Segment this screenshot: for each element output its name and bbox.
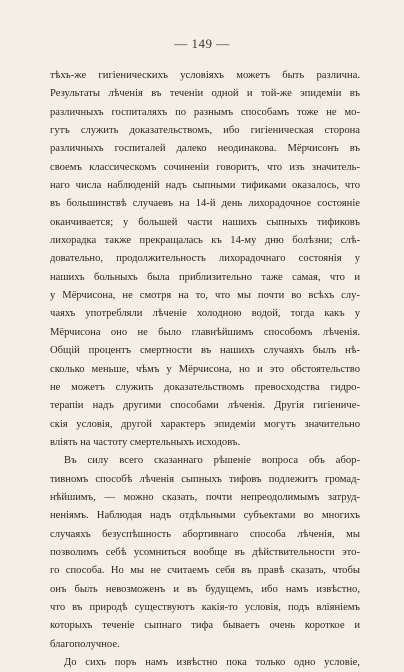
- text-line: терапіи надъ другими способами лѣченія. Другія гигіениче-: [50, 400, 360, 412]
- text-line: вліять на частоту смертельныхъ исходовъ.: [50, 436, 241, 448]
- text-line: Общій процентъ смертности въ нашихъ случаяхъ былъ нѣ-: [50, 345, 360, 357]
- text-line: довательно, продолжительность лихорадочнаго состоянія у: [50, 253, 360, 265]
- text-line: которыхъ теченіе сыпнаго тифа бываетъ очень короткое и: [50, 620, 360, 632]
- text-line: оканчивается; у большей части нашихъ сыпныхъ тификовъ: [50, 216, 360, 228]
- text-line: случаяхъ безуспѣшность абортивнаго способа лѣченія, мы: [50, 528, 360, 540]
- text-line: что въ природѣ существуютъ какія-то условія, подъ вліяніемъ: [50, 601, 360, 613]
- text-line: въ большинствѣ случаевъ на 14-й день лихорадочное состояніе: [50, 198, 360, 210]
- text-line: различныхъ госпиталяхъ по разнымъ способамъ тоже не мо-: [50, 106, 360, 118]
- page-number: — 149 —: [174, 36, 230, 51]
- text-line: сколько меньше, чѣмъ у Мёрчисона, но и это обстоятельство: [50, 363, 360, 375]
- text-line: Результаты лѣченія въ теченіи одной и той-же эпидеміи въ: [50, 88, 360, 100]
- text-line: гутъ служить доказательствомъ, ибо гигіеническая сторона: [50, 125, 360, 137]
- text-line: Въ силу всего сказаннаго рѣшеніе вопроса объ абор-: [64, 455, 360, 467]
- text-line: позволимъ себѣ усомниться вообще въ дѣйствительности это-: [50, 546, 360, 558]
- text-line: скія условія, другой характеръ эпидеміи могутъ значительно: [50, 418, 360, 430]
- text-line: До сихъ поръ намъ извѣстно пока только одно условіе,: [64, 657, 360, 668]
- text-line: тѣхъ-же гигіеническихъ условіяхъ можетъ быть различна.: [50, 70, 360, 81]
- text-line: не можетъ служить доказательствомъ превосходства гидро-: [50, 381, 360, 393]
- text-line: нѣйшимъ, — можно сказать, почти непреодолимымъ затруд-: [50, 491, 360, 503]
- text-line: у Мёрчисона, не смотря на то, что мы почти во всѣхъ слу-: [50, 290, 360, 302]
- text-line: различныхъ госпиталей далеко неодинакова. Мёрчисонъ въ: [50, 143, 360, 155]
- text-line: тивномъ способѣ лѣченія сыпныхъ тифовъ подлежитъ громад-: [50, 473, 360, 485]
- text-line: го способа. Но мы не считаемъ себя въ правѣ сказать, чтобы: [50, 565, 360, 577]
- body-text: [50, 67, 360, 672]
- text-line: нашихъ больныхъ была приблизительно таже самая, что и: [50, 271, 360, 283]
- text-line: онъ былъ невозможенъ и въ будущемъ, ибо намъ извѣстно,: [50, 583, 360, 595]
- text-line: чаяхъ употребляли лѣченіе холодною водой, тогда какъ у: [50, 308, 360, 320]
- text-line: благополучное.: [50, 638, 120, 650]
- text-line: лихорадка также прекращалась къ 14-му дню болѣзни; слѣ-: [50, 235, 360, 247]
- text-line: своемъ классическомъ сочиненіи говоритъ, что изъ значитель-: [50, 161, 360, 173]
- text-line: наго числа наблюденій надъ сыпными тификами оказалось, что: [50, 180, 360, 192]
- text-line: Мёрчисона оно не было главнѣйшимъ способомъ лѣченія.: [50, 326, 360, 338]
- text-line: неніямъ. Наблюдая надъ отдѣльными субъектами во многихъ: [50, 510, 360, 522]
